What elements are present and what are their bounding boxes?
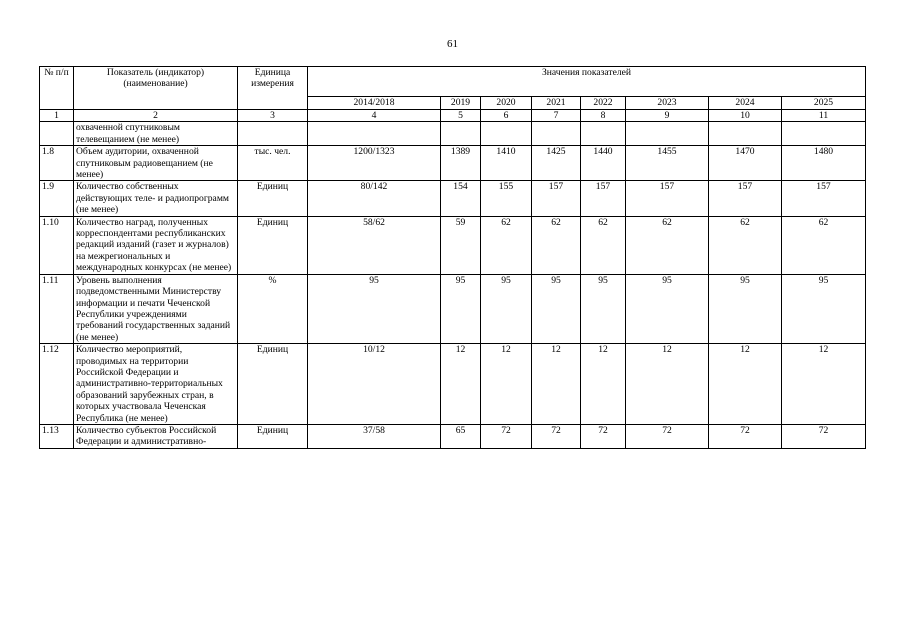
value-cell: 65 xyxy=(441,424,481,448)
unit-cell: тыс. чел. xyxy=(238,146,308,181)
indicator-name: Количество наград, полученных корреспондентами республиканских редакций изданий (газет и журналов) на межрегиональных и международных конкурсах (не менее) xyxy=(74,216,238,274)
value-cell: 37/58 xyxy=(308,424,441,448)
column-number: 6 xyxy=(481,110,532,122)
value-cell: 157 xyxy=(626,181,709,216)
column-number: 9 xyxy=(626,110,709,122)
header-year: 2014/2018 xyxy=(308,97,441,110)
header-row-1 xyxy=(40,67,866,97)
value-cell: 1480 xyxy=(782,146,866,181)
value-cell: 95 xyxy=(626,274,709,343)
unit-cell: Единиц xyxy=(238,216,308,274)
value-cell: 157 xyxy=(782,181,866,216)
value-cell: 1389 xyxy=(441,146,481,181)
value-cell: 12 xyxy=(581,344,626,425)
value-cell: 1410 xyxy=(481,146,532,181)
value-cell xyxy=(581,122,626,146)
header-row-col-numbers xyxy=(40,110,866,122)
indicator-name: Количество собственных действующих теле- и радиопрограмм (не менее) xyxy=(74,181,238,216)
unit-cell: Единиц xyxy=(238,181,308,216)
column-number: 11 xyxy=(782,110,866,122)
value-cell: 157 xyxy=(709,181,782,216)
value-cell: 95 xyxy=(581,274,626,343)
table-row xyxy=(40,424,866,448)
value-cell: 62 xyxy=(581,216,626,274)
value-cell xyxy=(532,122,581,146)
unit-cell: Единиц xyxy=(238,424,308,448)
table-row xyxy=(40,216,866,274)
value-cell: 62 xyxy=(782,216,866,274)
indicators-table xyxy=(39,66,866,449)
value-cell: 72 xyxy=(481,424,532,448)
value-cell: 95 xyxy=(709,274,782,343)
unit-cell: % xyxy=(238,274,308,343)
header-year: 2025 xyxy=(782,97,866,110)
value-cell: 95 xyxy=(782,274,866,343)
row-number: 1.13 xyxy=(40,424,74,448)
value-cell: 12 xyxy=(441,344,481,425)
value-cell xyxy=(782,122,866,146)
value-cell: 62 xyxy=(532,216,581,274)
value-cell: 95 xyxy=(441,274,481,343)
indicator-name: Объем аудитории, охваченной спутниковым радиовещанием (не менее) xyxy=(74,146,238,181)
value-cell: 154 xyxy=(441,181,481,216)
value-cell: 1455 xyxy=(626,146,709,181)
value-cell xyxy=(626,122,709,146)
value-cell: 58/62 xyxy=(308,216,441,274)
table-row xyxy=(40,344,866,425)
value-cell: 12 xyxy=(782,344,866,425)
header-year: 2024 xyxy=(709,97,782,110)
row-number: 1.11 xyxy=(40,274,74,343)
row-number: 1.9 xyxy=(40,181,74,216)
value-cell: 1470 xyxy=(709,146,782,181)
value-cell: 155 xyxy=(481,181,532,216)
value-cell: 80/142 xyxy=(308,181,441,216)
value-cell: 62 xyxy=(626,216,709,274)
value-cell: 95 xyxy=(481,274,532,343)
table-row xyxy=(40,122,866,146)
column-number: 5 xyxy=(441,110,481,122)
row-number: 1.8 xyxy=(40,146,74,181)
value-cell: 72 xyxy=(626,424,709,448)
value-cell xyxy=(308,122,441,146)
header-year: 2021 xyxy=(532,97,581,110)
column-number: 4 xyxy=(308,110,441,122)
value-cell: 72 xyxy=(782,424,866,448)
column-number: 10 xyxy=(709,110,782,122)
value-cell: 95 xyxy=(308,274,441,343)
value-cell: 59 xyxy=(441,216,481,274)
value-cell: 157 xyxy=(532,181,581,216)
header-year: 2022 xyxy=(581,97,626,110)
value-cell: 12 xyxy=(532,344,581,425)
value-cell: 1200/1323 xyxy=(308,146,441,181)
column-number: 2 xyxy=(74,110,238,122)
page-number: 61 xyxy=(447,38,458,50)
table-row xyxy=(40,181,866,216)
row-number: 1.12 xyxy=(40,344,74,425)
value-cell: 62 xyxy=(481,216,532,274)
header-year: 2023 xyxy=(626,97,709,110)
header-year: 2020 xyxy=(481,97,532,110)
unit-cell: Единиц xyxy=(238,344,308,425)
header-indicator: Показатель (индикатор) (наименование) xyxy=(74,67,238,110)
value-cell: 1425 xyxy=(532,146,581,181)
table-row xyxy=(40,146,866,181)
header-year: 2019 xyxy=(441,97,481,110)
table-row xyxy=(40,274,866,343)
value-cell: 72 xyxy=(709,424,782,448)
header-values: Значения показателей xyxy=(308,67,866,97)
value-cell xyxy=(441,122,481,146)
column-number: 1 xyxy=(40,110,74,122)
value-cell: 12 xyxy=(626,344,709,425)
indicator-name: Количество мероприятий, проводимых на территории Российской Федерации и административно-территориальных образований зарубежных стран, в которых участвовала Чеченская Республика (не менее) xyxy=(74,344,238,425)
value-cell: 12 xyxy=(481,344,532,425)
value-cell: 72 xyxy=(581,424,626,448)
indicator-name: охваченной спутниковым телевещанием (не менее) xyxy=(74,122,238,146)
header-number: № п/п xyxy=(40,67,74,110)
value-cell: 12 xyxy=(709,344,782,425)
row-number xyxy=(40,122,74,146)
value-cell xyxy=(481,122,532,146)
value-cell: 157 xyxy=(581,181,626,216)
value-cell: 72 xyxy=(532,424,581,448)
value-cell xyxy=(709,122,782,146)
column-number: 3 xyxy=(238,110,308,122)
value-cell: 1440 xyxy=(581,146,626,181)
header-unit: Единица измерения xyxy=(238,67,308,110)
indicator-name: Уровень выполнения подведомственными Министерству информации и печати Чеченской Республики учреждениями требований государственных заданий (не менее) xyxy=(74,274,238,343)
value-cell: 62 xyxy=(709,216,782,274)
indicator-name: Количество субъектов Российской Федерации и административно- xyxy=(74,424,238,448)
row-number: 1.10 xyxy=(40,216,74,274)
column-number: 7 xyxy=(532,110,581,122)
unit-cell xyxy=(238,122,308,146)
value-cell: 10/12 xyxy=(308,344,441,425)
value-cell: 95 xyxy=(532,274,581,343)
column-number: 8 xyxy=(581,110,626,122)
